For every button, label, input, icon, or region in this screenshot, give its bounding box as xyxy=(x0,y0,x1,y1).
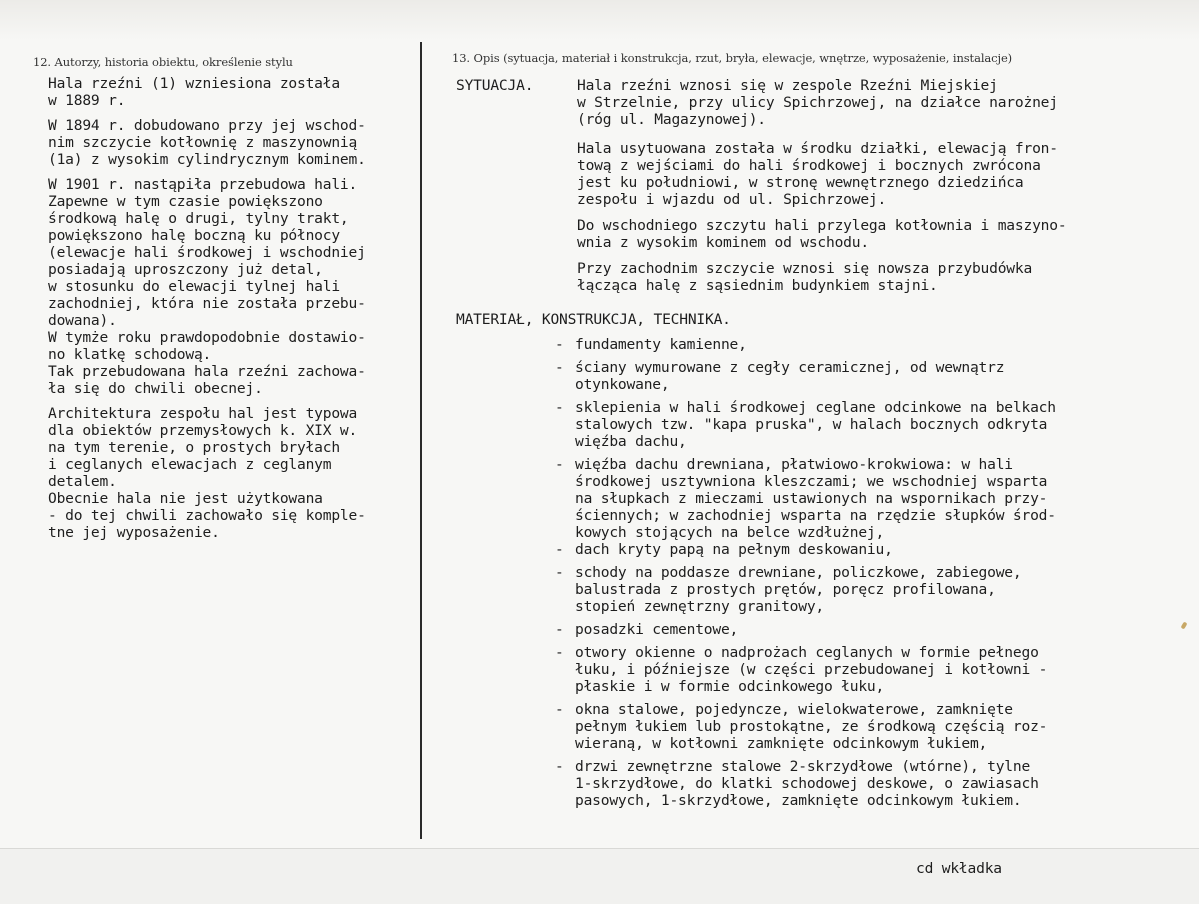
paper-speck xyxy=(1181,621,1188,629)
list-item: - drzwi zewnętrzne stalowe 2-skrzydłowe (wtórne), tylne 1-skrzydłowe, do klatki schodowej deskowe, o zawiasach pasowych, 1-skrzydłowe, zamknięte odcinkowym łukiem. xyxy=(555,758,1039,809)
situation-paragraph-3: Do wschodniego szczytu hali przylega kotłownia i maszyno- wnia z wysokim kominem od wschodu. xyxy=(577,217,1067,251)
list-item: - schody na poddasze drewniane, policzkowe, zabiegowe, balustrada z prostych prętów, poręcz profilowana, stopień zewnętrzny granitowy, xyxy=(555,564,1022,615)
list-item: - sklepienia w hali środkowej ceglane odcinkowe na belkach stalowych tzw. "kapa pruska", w halach bocznych odkryta więźba dachu, xyxy=(555,399,1056,450)
list-item: - posadzki cementowe, xyxy=(555,621,739,638)
history-paragraph-4: Architektura zespołu hal jest typowa dla obiektów przemysłowych k. XIX w. na tym terenie, o prostych bryłach i ceglanych elewacjach z ceglanym detalem. Obecnie hala nie jest użytkowana - do tej chwili zachowało się komple- tne jej wyposażenie. xyxy=(48,405,366,541)
list-item: - otwory okienne o nadprożach ceglanych w formie pełnego łuku, i późniejsze (w części przebudowanej i kotłowni - płaskie i w formie odcinkowego łuku, xyxy=(555,644,1048,695)
page-top-shade xyxy=(0,0,1199,40)
history-column xyxy=(48,75,418,541)
situation-paragraph-1: Hala rzeźni wznosi się w zespole Rzeźni Miejskiej w Strzelnie, przy ulicy Spichrzowej, na działce narożnej (róg ul. Magazynowej). xyxy=(577,77,1058,128)
material-label: MATERIAŁ, KONSTRUKCJA, TECHNIKA. xyxy=(456,311,731,328)
history-paragraph-3: W 1901 r. nastąpiła przebudowa hali. Zapewne w tym czasie powiększono środkową halę o drugi, tylny trakt, powiększono halę boczną ku północy (elewacje hali środkowej i wschodniej posiadają uproszczony już detal, w stosunku do elewacji tylnej hali zachodniej, która nie została przebu- dowana). W tymże roku prawdopodobnie dostawio- no klatkę schodową. Tak przebudowana hala rzeźni zachowa- ła się do chwili obecnej. xyxy=(48,176,366,397)
continued-note: cd wkładka xyxy=(916,860,1002,877)
list-item: - okna stalowe, pojedyncze, wielokwaterowe, zamknięte pełnym łukiem lub prostokątne, ze środkową częścią roz- wieraną, w kotłowni zamknięte odcinkowym łukiem, xyxy=(555,701,1048,752)
section-13-heading: 13. Opis (sytuacja, materiał i konstrukcja, rzut, bryła, elewacje, wnętrze, wyposażenie, instalacje) xyxy=(452,51,1013,65)
situation-label: SYTUACJA. xyxy=(456,77,534,94)
situation-paragraph-4: Przy zachodnim szczycie wznosi się nowsza przybudówka łącząca halę z sąsiednim budynkiem stajni. xyxy=(577,260,1033,294)
situation-paragraph-2: Hala usytuowana została w środku działki, elewacją fron- tową z wejściami do hali środkowej i bocznych zwrócona jest ku południowi, w stronę wewnętrznego dziedzińca zespołu i wjazdu od ul. Spichrzowej. xyxy=(577,140,1058,208)
material-list xyxy=(555,336,1155,815)
page-bottom-fold xyxy=(0,848,1199,904)
column-divider xyxy=(420,42,422,839)
section-12-heading: 12. Autorzy, historia obiektu, określenie stylu xyxy=(33,55,293,69)
list-item: - dach kryty papą na pełnym deskowaniu, xyxy=(555,541,893,558)
list-item: - fundamenty kamienne, xyxy=(555,336,747,353)
history-paragraph-2: W 1894 r. dobudowano przy jej wschod- nim szczycie kotłownię z maszynownią (1a) z wysokim cylindrycznym kominem. xyxy=(48,117,366,168)
history-paragraph-1: Hala rzeźni (1) wzniesiona została w 1889 r. xyxy=(48,75,340,109)
list-item: - ściany wymurowane z cegły ceramicznej, od wewnątrz otynkowane, xyxy=(555,359,1005,393)
list-item: - więźba dachu drewniana, płatwiowo-krokwiowa: w hali środkowej usztywniona kleszczami; we wschodniej wsparta na słupkach z mieczami ustawionych na wspornikach przy- ściennych; w zachodniej wsparta na rzędzie słupków środ- kowych stojących na belce wzdłużnej, xyxy=(555,456,1056,541)
